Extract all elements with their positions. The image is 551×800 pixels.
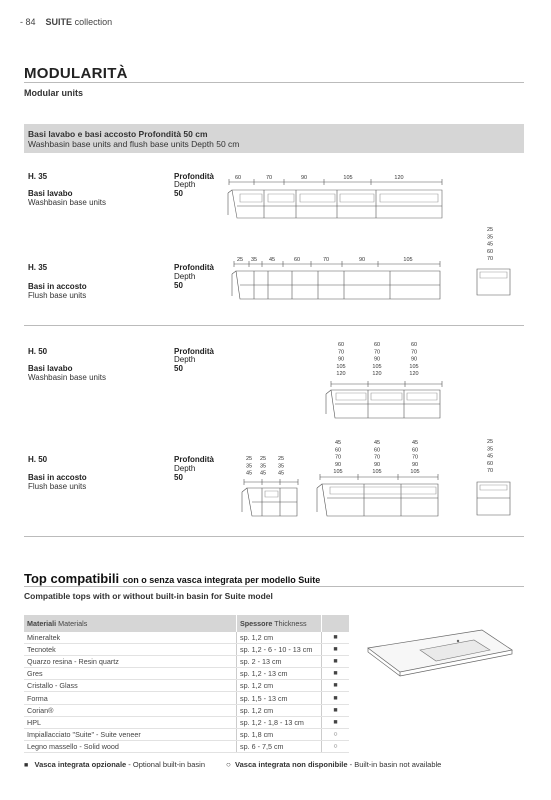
group3-drawing [326, 381, 442, 418]
group4-name-it: Basi in accosto [28, 473, 87, 482]
dimension-label: 60 [486, 460, 494, 467]
dimension-label: 120 [336, 371, 346, 378]
group1-depth-it: Profondità [174, 172, 214, 181]
dimension-label: 45 [486, 453, 494, 460]
group1-depth-en: Depth [174, 180, 196, 189]
group2-name-en: Flush base units [28, 291, 87, 300]
dimension-label: 70 [410, 349, 418, 356]
table-row [24, 692, 349, 704]
dimension-label: 25 [259, 456, 267, 462]
legend-na-text: - Built-in basin not available [349, 760, 442, 769]
dimension-label: 70 [334, 454, 342, 461]
dimension-label: 60 [486, 248, 494, 255]
filled-square-icon: ■ [322, 668, 350, 680]
hollow-circle-icon: ○ [226, 760, 231, 769]
dimension-label: 70 [486, 468, 494, 475]
dimension-label: 120 [372, 371, 382, 378]
filled-square-icon: ■ [322, 704, 350, 716]
group1-name-en: Washbasin base units [28, 198, 106, 207]
group3-name-it: Basi lavabo [28, 364, 73, 373]
dimension-label: 25 [236, 257, 244, 263]
dimension-label: 120 [409, 371, 419, 378]
thickness-cell: sp. 2 - 13 cm [237, 656, 322, 668]
col-thickness: Spessore Thickness [237, 615, 322, 632]
band-title-it: Basi lavabo e basi accosto Profondità 50 cm [28, 129, 208, 139]
group3-depth-it: Profondità [174, 347, 214, 356]
dimension-label: 45 [486, 241, 494, 248]
dimension-label: 90 [411, 461, 419, 468]
dimension-label: 45 [373, 440, 381, 446]
group1-depth-value: 50 [174, 189, 183, 198]
section-name: collection [74, 17, 113, 27]
page-number: - 84 [20, 17, 36, 27]
dimension-label: 45 [245, 470, 253, 477]
group4-depth-en: Depth [174, 464, 196, 473]
basin-top-illustration [362, 628, 514, 680]
tops-table [24, 615, 349, 753]
dimension-label: 25 [486, 227, 494, 233]
group1-name-it: Basi lavabo [28, 189, 73, 198]
dimension-label: 70 [337, 349, 345, 356]
group4-drawing [242, 474, 510, 516]
tops-title-main: Top compatibili [24, 571, 120, 586]
material-cell: HPL [24, 716, 237, 728]
band-title-en: Washbasin base units and flush base units Depth 50 cm [28, 139, 240, 149]
dimension-label: 45 [411, 440, 419, 446]
tops-divider [24, 586, 524, 587]
dimension-label: 60 [410, 342, 418, 348]
group3-depth-value: 50 [174, 364, 183, 373]
dimension-label: 105 [403, 257, 413, 263]
table-row [24, 668, 349, 680]
dimension-label: 105 [343, 175, 353, 181]
dimension-label: 60 [373, 342, 381, 348]
dimension-label: 60 [334, 447, 342, 454]
dimension-label: 70 [411, 454, 419, 461]
dimension-label: 45 [277, 470, 285, 477]
dimension-label: 70 [486, 256, 494, 263]
table-row [24, 680, 349, 692]
filled-square-icon: ■ [322, 632, 350, 644]
group2-name-it: Basi in accosto [28, 282, 87, 291]
group4-side-dimensions [487, 439, 493, 474]
legend-na-bold: Vasca integrata non disponibile [235, 760, 348, 769]
dimension-label: 90 [337, 356, 345, 363]
group3-height: H. 50 [28, 347, 48, 356]
dimension-label: 25 [245, 456, 253, 462]
dimension-label: 120 [394, 175, 404, 181]
dimension-label: 90 [373, 461, 381, 468]
group3-depth-en: Depth [174, 355, 196, 364]
dimension-label: 70 [265, 175, 273, 181]
thickness-cell: sp. 1,2 cm [237, 632, 322, 644]
legend-optional-bold: Vasca integrata opzionale [34, 760, 127, 769]
legend-not-available [226, 760, 441, 769]
thickness-cell: sp. 1,2 - 1,8 - 13 cm [237, 716, 322, 728]
dimension-label: 45 [268, 257, 276, 263]
material-cell: Quarzo resina - Resin quartz [24, 656, 237, 668]
thickness-cell: sp. 1,2 cm [237, 704, 322, 716]
group2-height: H. 35 [28, 263, 48, 272]
group2-drawing [232, 261, 510, 299]
dimension-label: 90 [410, 356, 418, 363]
dimension-label: 35 [277, 463, 285, 470]
group3-dimensions [336, 342, 418, 377]
table-row [24, 632, 349, 644]
dimension-label: 105 [372, 469, 382, 476]
thickness-cell: sp. 1,2 - 13 cm [237, 668, 322, 680]
group1-dimensions [235, 175, 404, 181]
tops-title-rest: con o senza vasca integrata per modello Suite [122, 575, 321, 585]
dimension-label: 60 [373, 447, 381, 454]
filled-square-icon: ■ [322, 692, 350, 704]
dimension-label: 35 [259, 463, 267, 470]
dimension-label: 105 [333, 469, 343, 476]
filled-square-icon: ■ [322, 644, 350, 656]
group4-height: H. 50 [28, 455, 48, 464]
material-cell: Cristallo - Glass [24, 680, 237, 692]
material-cell: Corian® [24, 704, 237, 716]
group2-depth-en: Depth [174, 272, 196, 281]
dimension-label: 105 [336, 363, 346, 370]
dimension-label: 105 [410, 469, 420, 476]
group4-small-dimensions [246, 456, 284, 477]
group4-name-en: Flush base units [28, 482, 87, 491]
group1-drawing [228, 179, 442, 218]
table-row [24, 656, 349, 668]
thickness-cell: sp. 1,2 cm [237, 680, 322, 692]
dimension-label: 90 [373, 356, 381, 363]
table-row [24, 728, 349, 740]
thickness-cell: sp. 1,8 cm [237, 728, 322, 740]
dimension-label: 60 [293, 257, 301, 263]
table-row [24, 644, 349, 656]
col-material: Materiali Materials [24, 615, 237, 632]
dimension-label: 25 [486, 439, 494, 445]
group1-height: H. 35 [28, 172, 48, 181]
dimension-label: 90 [358, 257, 366, 263]
dimension-label: 105 [372, 363, 382, 370]
filled-square-icon: ■ [24, 762, 29, 769]
dimension-label: 45 [259, 470, 267, 477]
dimension-label: 60 [337, 342, 345, 348]
table-row [24, 716, 349, 728]
dimension-label: 60 [411, 447, 419, 454]
page-title: MODULARITÀ [24, 65, 128, 82]
dimension-label: 90 [300, 175, 308, 181]
col-basin [322, 615, 350, 632]
dimension-label: 35 [245, 463, 253, 470]
page-subtitle: Modular units [24, 88, 83, 98]
material-cell: Gres [24, 668, 237, 680]
thickness-cell: sp. 1,2 - 6 - 10 - 13 cm [237, 644, 322, 656]
dimension-label: 90 [334, 461, 342, 468]
legend-optional [24, 760, 205, 769]
dimension-label: 35 [486, 234, 494, 241]
tops-subtitle: Compatible tops with or without built-in basin for Suite model [24, 591, 273, 601]
group2-dimensions [237, 257, 413, 263]
dimension-label: 70 [373, 454, 381, 461]
material-cell: Tecnotek [24, 644, 237, 656]
hollow-circle-icon: ○ [322, 740, 350, 752]
material-cell: Mineraltek [24, 632, 237, 644]
group4-depth-value: 50 [174, 473, 183, 482]
group4-dimensions [333, 440, 419, 475]
legend-optional-text: - Optional built-in basin [128, 760, 206, 769]
tops-table-wrap [24, 615, 349, 753]
dimension-label: 35 [486, 446, 494, 453]
thickness-cell: sp. 1,5 - 13 cm [237, 692, 322, 704]
brand-name: SUITE [45, 17, 73, 27]
material-cell: Impiallacciato "Suite" - Suite veneer [24, 728, 237, 740]
thickness-cell: sp. 6 - 7,5 cm [237, 740, 322, 752]
group2-side-dimensions [487, 227, 493, 262]
table-row [24, 740, 349, 752]
filled-square-icon: ■ [322, 716, 350, 728]
hollow-circle-icon: ○ [322, 728, 350, 740]
dimension-label: 70 [322, 257, 330, 263]
group2-depth-value: 50 [174, 281, 183, 290]
filled-square-icon: ■ [322, 656, 350, 668]
group4-depth-it: Profondità [174, 455, 214, 464]
tops-table-header [24, 615, 349, 632]
material-cell: Forma [24, 692, 237, 704]
tops-title [24, 571, 320, 586]
table-row [24, 704, 349, 716]
dimension-label: 60 [234, 175, 242, 181]
dimension-label: 45 [334, 440, 342, 446]
filled-square-icon: ■ [322, 680, 350, 692]
group2-depth-it: Profondità [174, 263, 214, 272]
dimension-label: 105 [409, 363, 419, 370]
dimension-label: 35 [250, 257, 258, 263]
group3-name-en: Washbasin base units [28, 373, 106, 382]
dimension-label: 25 [277, 456, 285, 462]
material-cell: Legno massello - Solid wood [24, 740, 237, 752]
dimension-label: 70 [373, 349, 381, 356]
